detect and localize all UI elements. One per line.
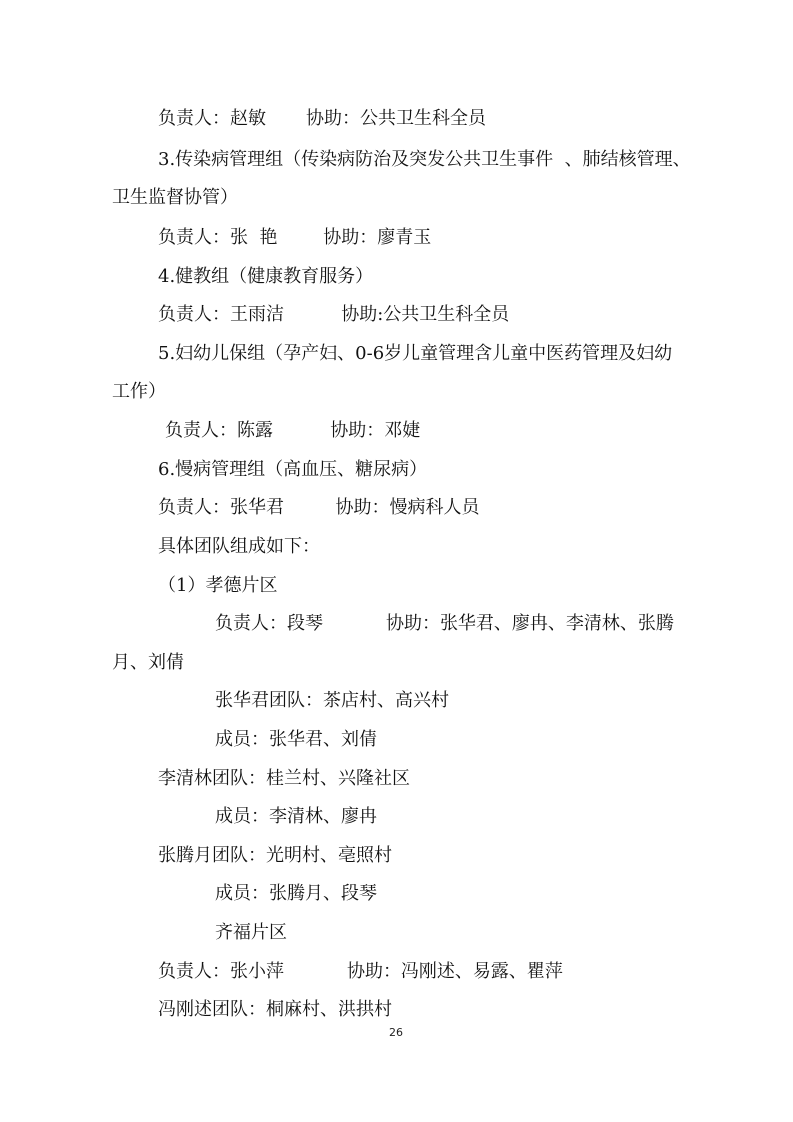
text-line: 负责人：王雨洁 协助:公共卫生科全员 xyxy=(158,304,510,325)
text-line: 成员：张腾月、段琴 xyxy=(215,883,377,904)
text-line: 3.传染病管理组（传染病防治及突发公共卫生事件 、肺结核管理、 xyxy=(158,149,691,170)
text-line: 5.妇幼儿保组（孕产妇、0-6岁儿童管理含儿童中医药管理及妇幼 xyxy=(158,343,673,364)
text-line: 张腾月团队：光明村、亳照村 xyxy=(158,845,392,866)
text-line: 冯刚述团队：桐麻村、洪拱村 xyxy=(158,999,392,1020)
text-line: 成员：李清林、廖冉 xyxy=(215,806,377,827)
text-line: 卫生监督协管） xyxy=(112,187,238,208)
text-line: 负责人：张华君 协助：慢病科人员 xyxy=(158,497,480,518)
text-line: 工作） xyxy=(112,381,166,402)
text-line: 负责人：段琴 协助：张华君、廖冉、李清林、张腾 xyxy=(215,613,674,634)
text-line: 张华君团队：茶店村、高兴村 xyxy=(215,690,449,711)
text-line: 负责人：张小萍 协助：冯刚述、易露、瞿萍 xyxy=(158,961,563,982)
text-line: 月、刘倩 xyxy=(112,652,184,673)
page-number: 26 xyxy=(389,1026,403,1039)
text-line: 负责人：赵敏 协助：公共卫生科全员 xyxy=(158,108,487,129)
text-line: 李清林团队：桂兰村、兴隆社区 xyxy=(158,768,410,789)
text-line: 4.健教组（健康教育服务） xyxy=(158,266,374,287)
text-line: 齐福片区 xyxy=(215,922,287,943)
text-line: 具体团队组成如下： xyxy=(158,536,320,557)
text-line: （1）孝德片区 xyxy=(158,575,278,596)
text-line: 6.慢病管理组（高血压、糖尿病） xyxy=(158,459,428,480)
text-line: 负责人：张 艳 协助：廖青玉 xyxy=(158,227,432,248)
text-line: 负责人：陈露 协助：邓婕 xyxy=(165,420,421,441)
text-line: 成员：张华君、刘倩 xyxy=(215,729,377,750)
